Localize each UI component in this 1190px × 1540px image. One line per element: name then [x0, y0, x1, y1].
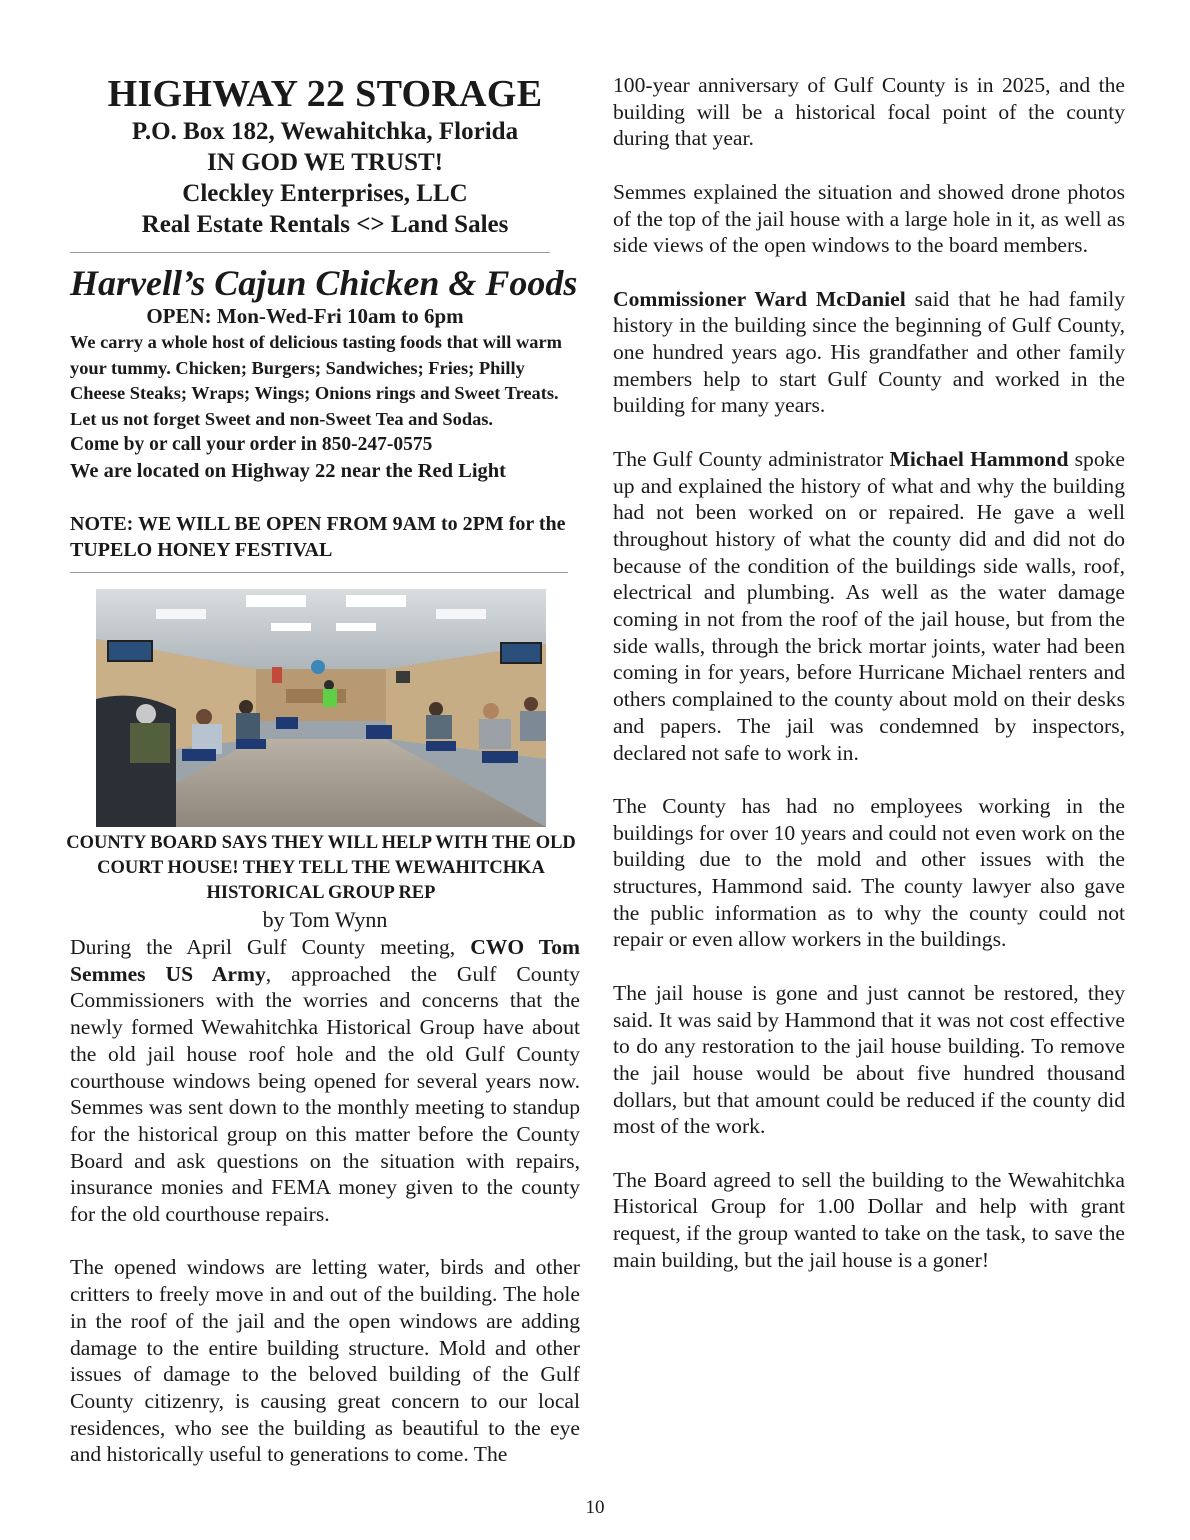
article-paragraph-7: The jail house is gone and just cannot be restored, they said. It was said by Hammond that it was not cost effective to do any restoration to the jail house building. To remove the jail house would be about five hundred thousand dollars, but that amount could be reduced if the county did most of the work. — [613, 980, 1125, 1139]
article-headline: COUNTY BOARD SAYS THEY WILL HELP WITH THE OLD COURT HOUSE! THEY TELL THE WEWAHITCHKA HISTORICAL GROUP REP — [66, 833, 576, 903]
storage-ad-company: Cleckley Enterprises, LLC — [182, 180, 468, 207]
article-paragraph-4: Commissioner Ward McDaniel said that he had family history in the building since the beginning of Gulf County, one hundred years ago. His grandfather and other family members help to start Gulf County and worked in the building for many years. — [613, 286, 1125, 418]
page-number: 10 — [585, 1497, 605, 1518]
restaurant-ad-location: We are located on Highway 22 near the Red Light — [70, 460, 506, 482]
right-column — [613, 72, 1125, 1274]
restaurant-ad-hours: OPEN: Mon-Wed-Fri 10am to 6pm — [146, 304, 464, 328]
divider — [70, 252, 550, 253]
storage-ad — [70, 72, 580, 240]
restaurant-ad-note: NOTE: WE WILL BE OPEN FROM 9AM to 2PM for the TUPELO HONEY FESTIVAL — [70, 513, 566, 561]
meeting-photo — [96, 589, 546, 827]
restaurant-ad-phone: Come by or call your order in 850-247-0575 — [70, 434, 433, 455]
restaurant-ad-body: We carry a whole host of delicious tasting foods that will warm your tummy. Chicken; Burgers; Sandwiches; Fries; Philly Cheese Steaks; Wraps; Wings; Onions rings and Sweet Treats. Let us not forget Sweet and non-Sweet Tea and Sodas. — [70, 332, 562, 429]
article-paragraph-2: The opened windows are letting water, birds and other critters to freely move in and out of the building. The hole in the roof of the jail and the open windows are adding damage to the entire building structure. Mold and other issues of damage to the beloved building of the Gulf County citizenry, is causing great concern to our local residences, who see the building as beautiful to the eye and historically useful to generations to come. The — [70, 1255, 580, 1467]
article-paragraph-3: Semmes explained the situation and showed drone photos of the top of the jail house with a large hole in it, as well as side views of the open windows to the board members. — [613, 179, 1125, 258]
article-paragraph-1: During the April Gulf County meeting, CWO Tom Semmes US Army, approached the Gulf County Commissioners with the worries and concerns that the newly formed Wewahitchka Historical Group have about the old jail house roof hole and the old Gulf County courthouse windows being opened for several years now. Semmes was sent down to the monthly meeting to standup for the historical group on this matter before the County Board and ask questions on the situation with repairs, insurance monies and FEMA money given to the county for the old courthouse repairs. — [70, 935, 581, 1227]
storage-ad-motto: IN GOD WE TRUST! — [207, 149, 443, 176]
article-paragraph-5: The Gulf County administrator Michael Hammond spoke up and explained the history of what and why the building had not been worked on or repaired. He gave a well throughout history of what the county did and did not do because of the condition of the buildings side walls, roof, electrical and plumbing. As well as the water damage coming in not from the roof of the jail house, but from the side walls, through the brick mortar joints, water had been coming in for years, before Hurricane Michael renters and others complained to the county about mold on their desks and papers. The jail was condemned by inspectors, declared not safe to work in. — [613, 446, 1125, 765]
divider — [70, 572, 568, 573]
storage-ad-address: P.O. Box 182, Wewahitchka, Florida — [131, 118, 519, 145]
restaurant-ad — [70, 263, 580, 563]
storage-ad-title: HIGHWAY 22 STORAGE — [107, 73, 543, 115]
storage-ad-services: Real Estate Rentals <> Land Sales — [141, 211, 509, 238]
left-column — [66, 72, 581, 1468]
restaurant-ad-title: Harvell’s Cajun Chicken & Foods — [70, 263, 578, 303]
article-paragraph-6: The County has had no employees working in the buildings for over 10 years and could not even work on the building due to the mold and other issues with the structures, Hammond said. The county lawyer also gave the public information as to why the county could not repair or even allow workers in the buildings. — [613, 793, 1125, 952]
article-paragraph-8: The Board agreed to sell the building to the Wewahitchka Historical Group for 1.00 Dollar and help with grant request, if the group wanted to take on the task, to save the main building, but the jail house is a goner! — [613, 1167, 1125, 1272]
article-byline: by Tom Wynn — [262, 907, 388, 932]
article-paragraph-2-continued: 100-year anniversary of Gulf County is in 2025, and the building will be a historical focal point of the county during that year. — [613, 73, 1125, 151]
